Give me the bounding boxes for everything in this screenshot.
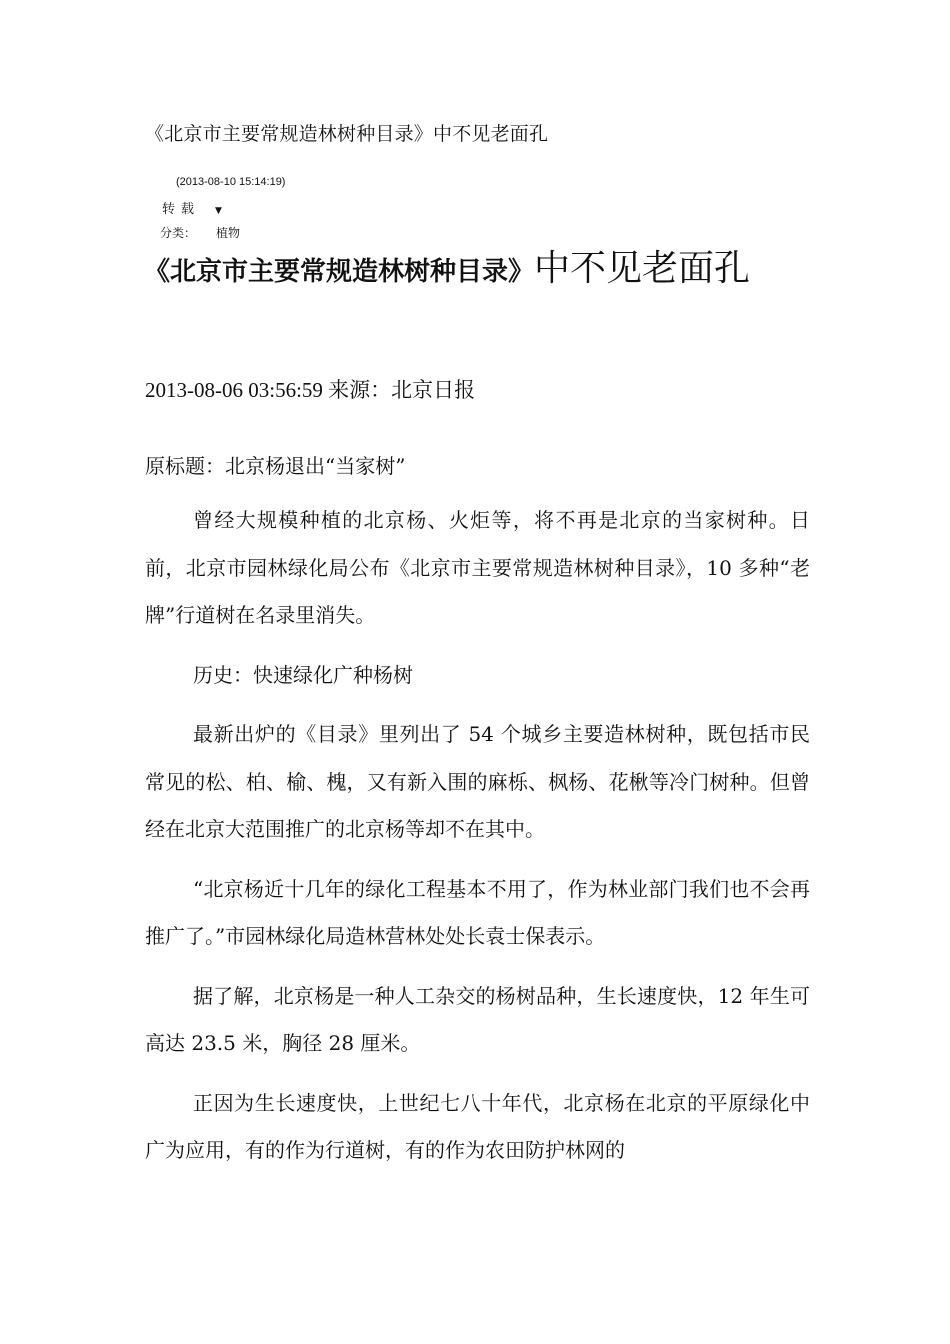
- repost-dropdown-icon[interactable]: ▼: [215, 206, 222, 216]
- paragraph: 正因为生长速度快，上世纪七八十年代，北京杨在北京的平原绿化中广为应用，有的作为行道树，有的作为农田防护林网的: [145, 1090, 810, 1162]
- blog-post-title[interactable]: 《北京市主要常规造林树种目录》中不见老面孔: [145, 124, 549, 145]
- paragraph: 据了解，北京杨是一种人工杂交的杨树品种，生长速度快，12 年生可高达 23.5 米，胸径 28 厘米。: [145, 983, 810, 1055]
- original-title: 原标题：北京杨退出“当家树”: [145, 454, 406, 478]
- paragraph: 最新出炉的《目录》里列出了 54 个城乡主要造林树种，既包括市民常见的松、柏、榆、槐，又有新入围的麻栎、枫杨、花楸等冷门树种。但曾经在北京大范围推广的北京杨等却不在其中。: [145, 722, 810, 841]
- article-headline-bold: 《北京市主要常规造林树种目录》: [144, 257, 535, 287]
- category-link[interactable]: 植物: [216, 226, 241, 240]
- article-headline: [144, 240, 750, 290]
- post-timestamp: (2013-08-10 15:14:19): [176, 176, 286, 188]
- paragraph: “北京杨近十几年的绿化工程基本不用了，作为林业部门我们也不会再推广了。”市园林绿化局造林营林处处长袁士保表示。: [145, 876, 810, 948]
- repost-button[interactable]: 转载: [162, 202, 201, 217]
- article-body: [145, 497, 810, 1187]
- category-label: 分类：: [160, 226, 197, 240]
- paragraph: 曾经大规模种植的北京杨、火炬等，将不再是北京的当家树种。日前，北京市园林绿化局公布《北京市主要常规造林树种目录》，10 多种“老牌”行道树在名录里消失。: [145, 508, 810, 627]
- article-headline-rest: 中不见老面孔: [534, 248, 751, 289]
- article-meta: 2013-08-06 03:56:59 来源：北京日报: [145, 378, 476, 402]
- section-heading: 历史：快速绿化广种杨树: [193, 662, 413, 687]
